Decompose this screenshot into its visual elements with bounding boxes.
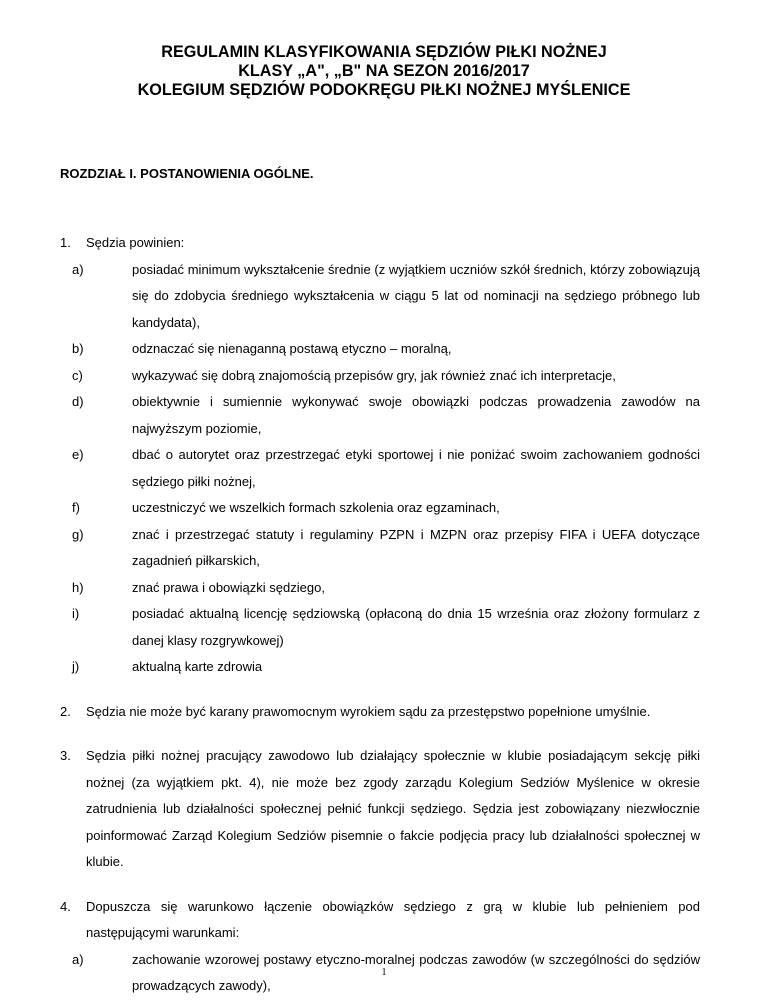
document-body	[60, 230, 700, 1000]
list-item-label: e)	[72, 447, 84, 462]
list-item-text: odznaczać się nienaganną postawą etyczno – moralną,	[132, 341, 452, 356]
list-item-text: posiadać minimum wykształcenie średnie (z wyjątkiem uczniów szkół średnich, którzy zobowiązują się do zdobycia średniego wykształcenia w ciągu 5 lat od nominacji na sędziego próbnego lub kandydata),	[132, 261, 700, 330]
section-2	[60, 699, 700, 726]
list-item-label: a)	[72, 951, 84, 967]
list-item	[72, 389, 700, 442]
section-1-list	[72, 257, 700, 681]
list-item	[72, 336, 700, 363]
list-item	[72, 363, 700, 390]
section-number: 4.	[60, 898, 71, 914]
title-line-3: KOLEGIUM SĘDZIÓW PODOKRĘGU PIŁKI NOŻNEJ MYŚLENICE	[137, 81, 631, 99]
section-1	[60, 230, 700, 257]
section-text: Sędzia powinien:	[86, 235, 185, 250]
chapter-heading: ROZDZIAŁ I. POSTANOWIENIA OGÓLNE.	[60, 166, 314, 181]
list-item-text: znać i przestrzegać statuty i regulaminy PZPN i MZPN oraz przepisy FIFA i UEFA dotyczące zagadnień piłkarskich,	[132, 526, 700, 568]
page-number: 1	[381, 967, 387, 978]
list-item-text: dbać o autorytet oraz przestrzegać etyki sportowej i nie poniżać swoim zachowaniem godności sędziego piłki nożnej,	[132, 447, 700, 489]
list-item	[72, 522, 700, 575]
list-item-label: g)	[72, 526, 84, 542]
section-text: Dopuszcza się warunkowo łączenie obowiązków sędziego z grą w klubie lub pełnieniem pod następującymi warunkami:	[86, 898, 700, 940]
list-item-text: posiadać aktualną licencję sędziowską (opłaconą do dnia 15 września oraz złożony formularz z danej klasy rozgrywkowej)	[132, 606, 700, 648]
list-item-label: i)	[72, 606, 80, 621]
list-item-text: wykazywać się dobrą znajomością przepisów gry, jak również znać ich interpretacje,	[132, 367, 616, 383]
list-item-label: h)	[72, 579, 84, 595]
section-number: 2.	[60, 703, 71, 719]
title-line-1: REGULAMIN KLASYFIKOWANIA SĘDZIÓW PIŁKI NOŻNEJ	[161, 43, 607, 61]
section-4	[60, 894, 700, 947]
section-number: 3.	[60, 748, 71, 763]
list-item-text: aktualną karte zdrowia	[132, 659, 263, 674]
list-item	[72, 575, 700, 602]
section-3	[60, 743, 700, 876]
list-item-label: j)	[72, 659, 80, 674]
document-title	[60, 43, 708, 100]
list-item	[72, 257, 700, 337]
list-item-text: uczestniczyć we wszelkich formach szkolenia oraz egzaminach,	[132, 500, 500, 515]
list-item	[72, 495, 700, 522]
list-item-text: znać prawa i obowiązki sędziego,	[132, 579, 325, 595]
list-item-label: c)	[72, 367, 83, 383]
list-item-label: d)	[72, 394, 84, 409]
list-item	[72, 442, 700, 495]
section-number: 1.	[60, 235, 71, 250]
section-text: Sędzia nie może być karany prawomocnym wyrokiem sądu za przestępstwo popełnione umyślnie.	[86, 703, 651, 719]
list-item	[72, 601, 700, 654]
list-item-label: a)	[72, 261, 84, 277]
title-line-2: KLASY „A", „B" NA SEZON 2016/2017	[238, 62, 530, 80]
list-item-label: b)	[72, 341, 84, 356]
list-item-label: f)	[72, 500, 80, 515]
list-item-text: obiektywnie i sumiennie wykonywać swoje obowiązki podczas prowadzenia zawodów na najwyższym poziomie,	[132, 394, 700, 436]
list-item	[72, 654, 700, 681]
section-text: Sędzia piłki nożnej pracujący zawodowo lub działający społecznie w klubie posiadającym sekcję piłki nożnej (za wyjątkiem pkt. 4), nie może bez zgody zarządu Kolegium Sedziów Myślenice w okresie zatrudnienia lub działalności społecznej pełnić funkcji sędziego. Sędzia jest zobowiązany niezwłocznie poinformować Zarząd Kolegium Sedziów pisemnie o fakcie podjęcia pracy lub działalności społecznej w klubie.	[86, 748, 700, 869]
list-item-text: zachowanie wzorowej postawy etyczno-moralnej podczas zawodów (w szczególności do sędziów prowadzących zawody),	[132, 951, 700, 993]
